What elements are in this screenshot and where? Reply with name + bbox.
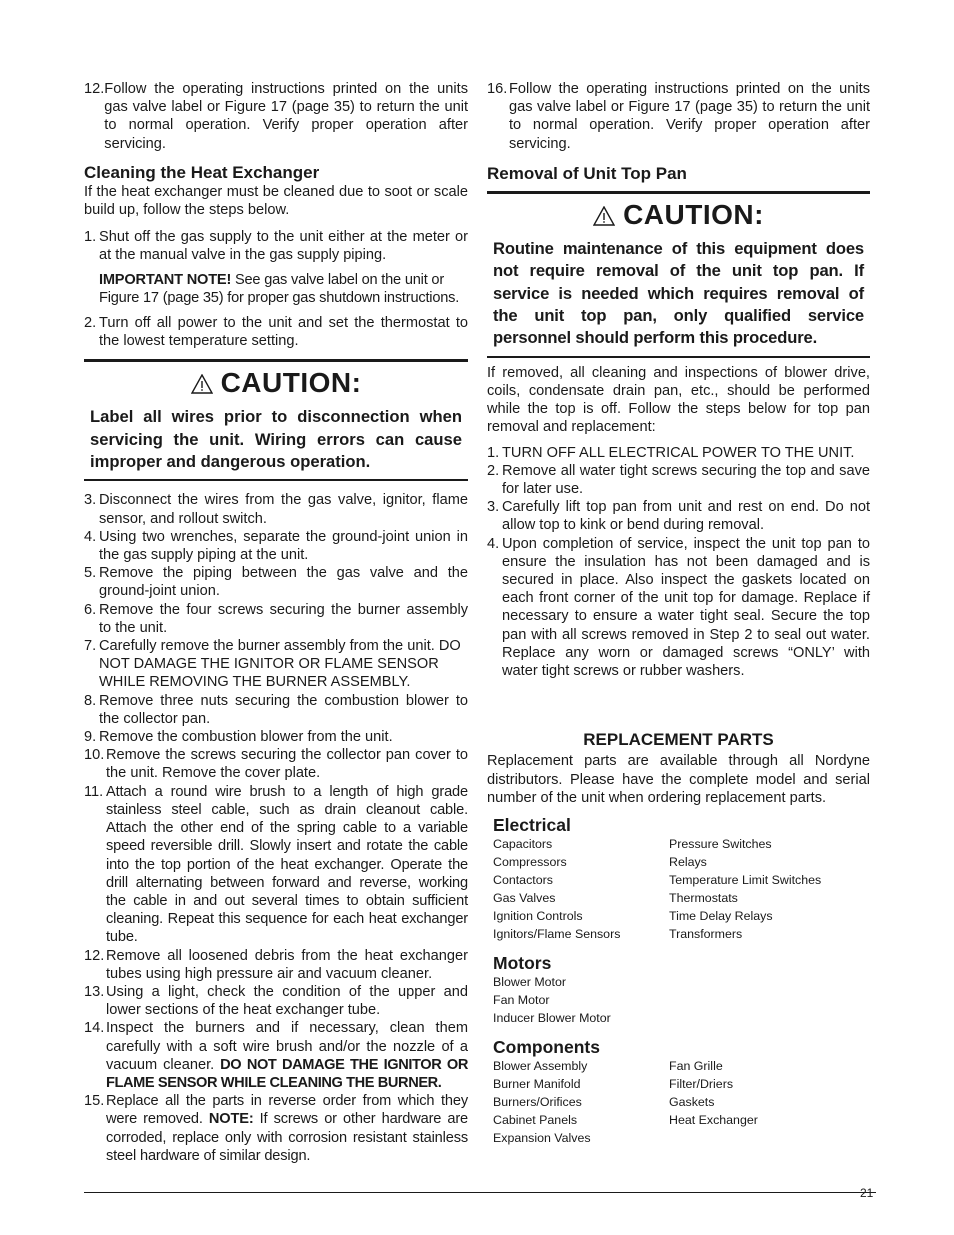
part-item: Transformers xyxy=(669,926,743,941)
part-item: Blower Motor xyxy=(493,974,566,989)
part-item: Cabinet Panels xyxy=(493,1112,578,1127)
part-item: Burner Manifold xyxy=(493,1076,581,1091)
list-item: 12. Follow the operating instructions printed on the units gas valve label or Figure 17 (page 35) to return the unit to normal operation. Verify proper operation after servicing. xyxy=(84,81,468,152)
important-label: IMPORTANT NOTE! xyxy=(99,271,232,288)
part-item: Pressure Switches xyxy=(669,836,772,851)
footer-rule xyxy=(84,1192,876,1193)
electrical-parts-list xyxy=(493,835,870,943)
part-item: Gaskets xyxy=(669,1094,715,1109)
list-item: 7. Carefully remove the burner assembly from the unit. DO NOT DAMAGE THE IGNITOR OR FLAME SENSOR WHILE REMOVING THE BURNER ASSEMBLY. xyxy=(84,638,461,691)
motors-parts-list xyxy=(493,973,870,1027)
list-item: 2. Turn off all power to the unit and set the thermostat to the lowest temperature setting. xyxy=(84,314,468,350)
components-parts-list xyxy=(493,1057,870,1147)
list-item: 13. Using a light, check the condition of the upper and lower sections of the heat exchanger tube. xyxy=(84,983,468,1019)
part-item: Contactors xyxy=(493,872,553,887)
important-note: IMPORTANT NOTE! See gas valve label on the unit or Figure 17 (page 35) for proper gas shutdown instructions. xyxy=(99,271,460,307)
part-item: Filter/Driers xyxy=(669,1076,734,1091)
part-item: Inducer Blower Motor xyxy=(493,1010,611,1025)
part-item: Temperature Limit Switches xyxy=(669,872,822,887)
list-item: 9. Remove the combustion blower from the unit. xyxy=(84,729,393,746)
caution-box xyxy=(84,359,468,481)
category-motors: Motors xyxy=(493,952,552,973)
category-components: Components xyxy=(493,1036,600,1057)
part-item: Heat Exchanger xyxy=(669,1112,758,1127)
list-item: 3. Carefully lift top pan from unit and rest on end. Do not allow top to kink or bend during removal. xyxy=(487,499,870,534)
list-item: 3. Disconnect the wires from the gas valve, ignitor, flame sensor, and rollout switch. xyxy=(84,492,468,527)
part-item: Ignition Controls xyxy=(493,908,583,923)
part-item: Burners/Orifices xyxy=(493,1094,582,1109)
part-item: Gas Valves xyxy=(493,890,556,905)
caution-box xyxy=(487,191,870,358)
list-item: 6. Remove the four screws securing the burner assembly to the unit. xyxy=(84,601,468,636)
list-item: 4. Using two wrenches, separate the ground-joint union in the gas supply piping at the unit. xyxy=(84,528,468,564)
section-heading-heat-exchanger: Cleaning the Heat Exchanger xyxy=(84,162,320,182)
list-item: 15. Replace all the parts in reverse order from which they were removed. NOTE: If screws or other hardware are corroded, replace only with corrosion resistant stainless steel hardware of similar design. xyxy=(84,1093,468,1164)
list-item: 8. Remove three nuts securing the combustion blower to the collector pan. xyxy=(84,692,468,727)
left-column xyxy=(84,80,468,1165)
caution-title: CAUTION: xyxy=(487,198,870,232)
list-item: 16. Follow the operating instructions printed on the units gas valve label or Figure 17 (page 35) to return the unit to normal operation. Verify proper operation after servicing. xyxy=(487,81,870,152)
part-item: Capacitors xyxy=(493,836,553,851)
caution-text: Routine maintenance of this equipment does not require removal of the unit top pan. If service is needed which requires removal of the unit top pan, only qualified service personnel should perform this procedure. xyxy=(493,238,864,348)
list-item: 4. Upon completion of service, inspect the unit top pan to ensure the insulation has not been damaged and is secured in place. Also inspect the gaskets located on each front corner of the unit top for damage. Replace if necessary to ensure a water tight seal. Secure the top pan with all screws removed in Step 2 to seal out water. Replace any worn or damaged screws “ONLY’ with water tight screws or rubber washers. xyxy=(487,535,870,680)
caution-text: Label all wires prior to disconnection when servicing the unit. Wiring errors can cause improper and dangerous operation. xyxy=(90,407,462,472)
replacement-parts-heading: REPLACEMENT PARTS xyxy=(583,730,774,750)
intro-paragraph: If the heat exchanger must be cleaned due to soot or scale build up, follow the steps below. xyxy=(84,183,468,219)
section-heading-top-pan: Removal of Unit Top Pan xyxy=(487,163,687,183)
warning-icon xyxy=(191,374,213,394)
right-column xyxy=(487,80,870,1147)
part-item: Thermostats xyxy=(669,890,738,905)
part-item: Expansion Valves xyxy=(493,1130,591,1145)
parts-intro: Replacement parts are available through all Nordyne distributors. Please have the complete model and serial number of the unit when ordering replacement parts. xyxy=(487,753,870,806)
steps-list xyxy=(487,444,870,681)
list-item: 1. Shut off the gas supply to the unit either at the meter or at the manual valve in the gas supply piping. xyxy=(84,229,468,264)
part-item: Ignitors/Flame Sensors xyxy=(493,926,621,941)
part-item: Relays xyxy=(669,854,707,869)
warning-icon xyxy=(593,206,615,226)
steps-list xyxy=(84,491,468,1165)
part-item: Compressors xyxy=(493,854,567,869)
list-item: 1. TURN OFF ALL ELECTRICAL POWER TO THE UNIT. xyxy=(487,444,855,461)
page-number: 21 xyxy=(860,1186,874,1200)
part-item: Blower Assembly xyxy=(493,1058,588,1073)
list-item: 14. Inspect the burners and if necessary, clean them carefully with a soft wire brush and/or the nozzle of a vacuum cleaner. DO NOT DAMAGE THE IGNITOR OR FLAME SENSOR WHILE CLEANING THE BURNER. xyxy=(84,1020,469,1091)
list-item: 2. Remove all water tight screws securing the top and save for later use. xyxy=(487,462,870,498)
list-item: 11. Attach a round wire brush to a length of high grade stainless steel cable, such as drain cleanout cable. Attach the other end of the spring cable to a variable speed reversible drill. Slowly insert and rotate the cable into the top portion of the heat exchanger. Operate the drill alternating between forward and reverse, working the cable in and out several times to obtain sufficient cleaning. Repeat this sequence for each heat exchanger tube. xyxy=(84,783,468,946)
part-item: Fan Grille xyxy=(669,1058,723,1073)
category-electrical: Electrical xyxy=(493,814,571,835)
part-item: Time Delay Relays xyxy=(669,908,773,923)
list-item: 5. Remove the piping between the gas valve and the ground-joint union. xyxy=(84,565,468,600)
caution-title: CAUTION: xyxy=(84,366,468,400)
part-item: Fan Motor xyxy=(493,992,550,1007)
intro-paragraph: If removed, all cleaning and inspections of blower drive, coils, condensate drain pan, etc., should be performed while the top is off. Follow the steps below for top pan removal and replacement: xyxy=(487,364,870,436)
list-item: 12. Remove all loosened debris from the heat exchanger tubes using high pressure air and vacuum cleaner. xyxy=(84,947,468,982)
list-item: 10. Remove the screws securing the collector pan cover to the unit. Remove the cover plate. xyxy=(84,747,468,782)
